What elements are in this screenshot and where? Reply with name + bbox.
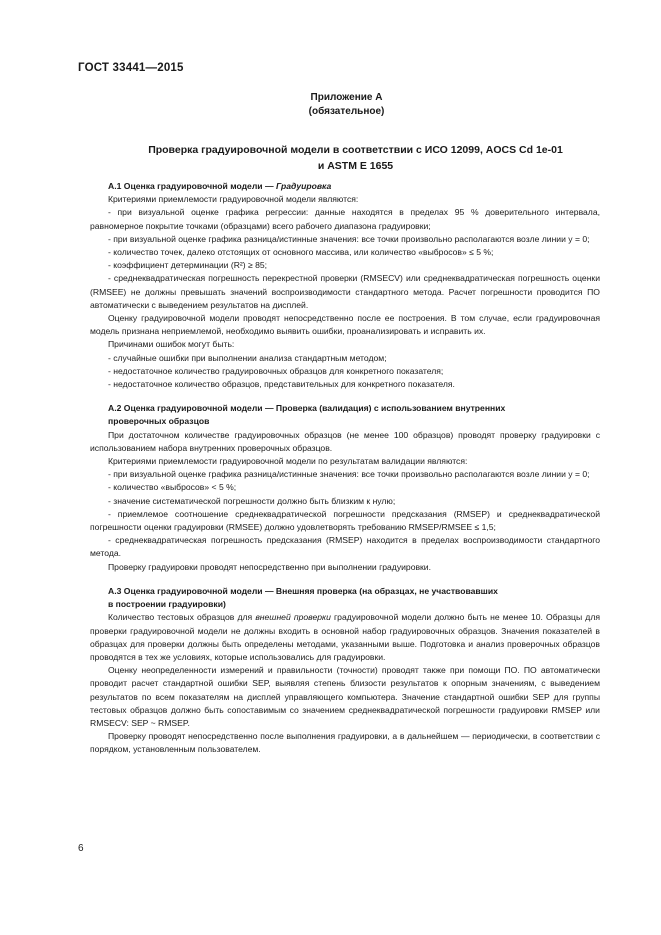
paragraph: Критериями приемлемости градуировочной модели являются: (108, 194, 359, 205)
paragraph: Критериями приемлемости градуировочной модели по результатам валидации являются: (108, 456, 468, 467)
annex-heading (0, 91, 661, 119)
list-item: - значение систематической погрешности должно быть близким к нулю; (108, 495, 396, 506)
document-title-line2: и ASTM E 1655 (317, 160, 394, 172)
list-item: - случайные ошибки при выполнении анализа стандартным методом; (108, 352, 387, 363)
paragraph: Причинами ошибок могут быть: (108, 339, 235, 350)
list-item: - среднеквадратическая погрешность перекрестной проверки (RMSECV) или среднеквадратическая погрешность оценки (RMSEE) не должны превышать значений воспроизводимости стандартного метода. Расчет погрешности проводится ПО автоматически с выведением результатов на дисплей. (90, 273, 600, 310)
document-body (90, 180, 600, 757)
paragraph: Проверку градуировки проводят непосредственно при выполнении градуировки. (108, 561, 431, 572)
page-number: 6 (78, 843, 84, 854)
paragraph: Проверку проводят непосредственно после выполнения градуировки, а в дальнейшем — периодически, в соответствии с порядком, установленным пользователем. (90, 731, 600, 755)
list-item: - количество точек, далеко отстоящих от основного массива, или количество «выбросов» ≤ 5 %; (108, 247, 494, 258)
annex-status: (обязательное) (308, 106, 385, 117)
document-title-line1: Проверка градуировочной модели в соответствии с ИСО 12099, AOCS Cd 1e-01 (148, 144, 563, 156)
list-item: - количество «выбросов» < 5 %; (108, 482, 237, 493)
annex-title: Приложение А (310, 92, 383, 103)
list-item: - приемлемое соотношение среднеквадратической погрешности предсказания (RMSEP) и среднеквадратической погрешности оценки градуировки (RMSEE) должно удовлетворять требованию RMSEP/RMSEE ≤ 1,5; (90, 508, 600, 533)
list-item: - недостаточное количество образцов, представительных для конкретного показателя. (108, 379, 455, 390)
section-a2-heading: А.2 Оценка градуировочной модели — Проверка (валидация) с использованием внутренних проверочных образцов (108, 403, 506, 427)
list-item: - при визуальной оценке графика регрессии: данные находятся в пределах 95 % доверительного интервала, равномерное покрытие точками (образцами) всего рабочего диапазона градуировки; (90, 207, 600, 231)
list-item: - при визуальной оценке графика разница/истинные значения: все точки произвольно располагаются возле линии y = 0; (108, 233, 590, 244)
list-item: - при визуальной оценке графика разница/истинные значения: все точки произвольно располагаются возле линии y = 0; (108, 469, 590, 480)
paragraph: При достаточном количестве градуировочных образцов (не менее 100 образцов) проводят проверку градуировки с использованием набора внутренних проверочных образцов. (90, 429, 600, 453)
paragraph: Оценку градуировочной модели проводят непосредственно после ее построения. В том случае, если градуировочная модель признана неприемлемой, необходимо выявить ошибки, проанализировать и исправить их. (90, 313, 600, 337)
list-item: - коэффициент детерминации (R²) ≥ 85; (108, 260, 268, 271)
section-a1-heading: А.1 Оценка градуировочной модели — Градуировка (108, 181, 332, 191)
paragraph: Количество тестовых образцов для внешней проверки градуировочной модели должно быть не менее 10. Образцы для проверки градуировочной модели не должны входить в основной набор градуировочных образцов. Значения показателей в образцах для проверки должны быть определены методами, указанными выше. Подготовка и анализ проверочных образцов проводятся в тех же условиях, которые использовались для градуировки. (90, 612, 600, 662)
list-item: - среднеквадратическая погрешность предсказания (RMSEP) находится в пределах воспроизводимости стандартного метода. (90, 535, 600, 559)
doc-code: ГОСТ 33441—2015 (78, 62, 184, 74)
section-a3-heading: А.3 Оценка градуировочной модели — Внешняя проверка (на образцах, не участвовавших в построении градуировки) (108, 585, 498, 610)
document-title (108, 142, 603, 174)
list-item: - недостаточное количество градуировочных образцов для конкретного показателя; (108, 365, 444, 376)
paragraph: Оценку неопределенности измерений и правильности (точности) проводят также при помощи ПО. ПО автоматически проводит расчет стандартной ошибки SEP, выявляя степень близости результатов к опорным значениям, с выведением результатов по всем показателям на дисплей управляющего компьютера. Значение стандартной ошибки SEP для группы тестовых образцов должно быть сопоставимым со значением среднеквадратической погрешности градуировки RMSEP или RMSECV: SEP ~ RMSEP. (90, 665, 600, 728)
